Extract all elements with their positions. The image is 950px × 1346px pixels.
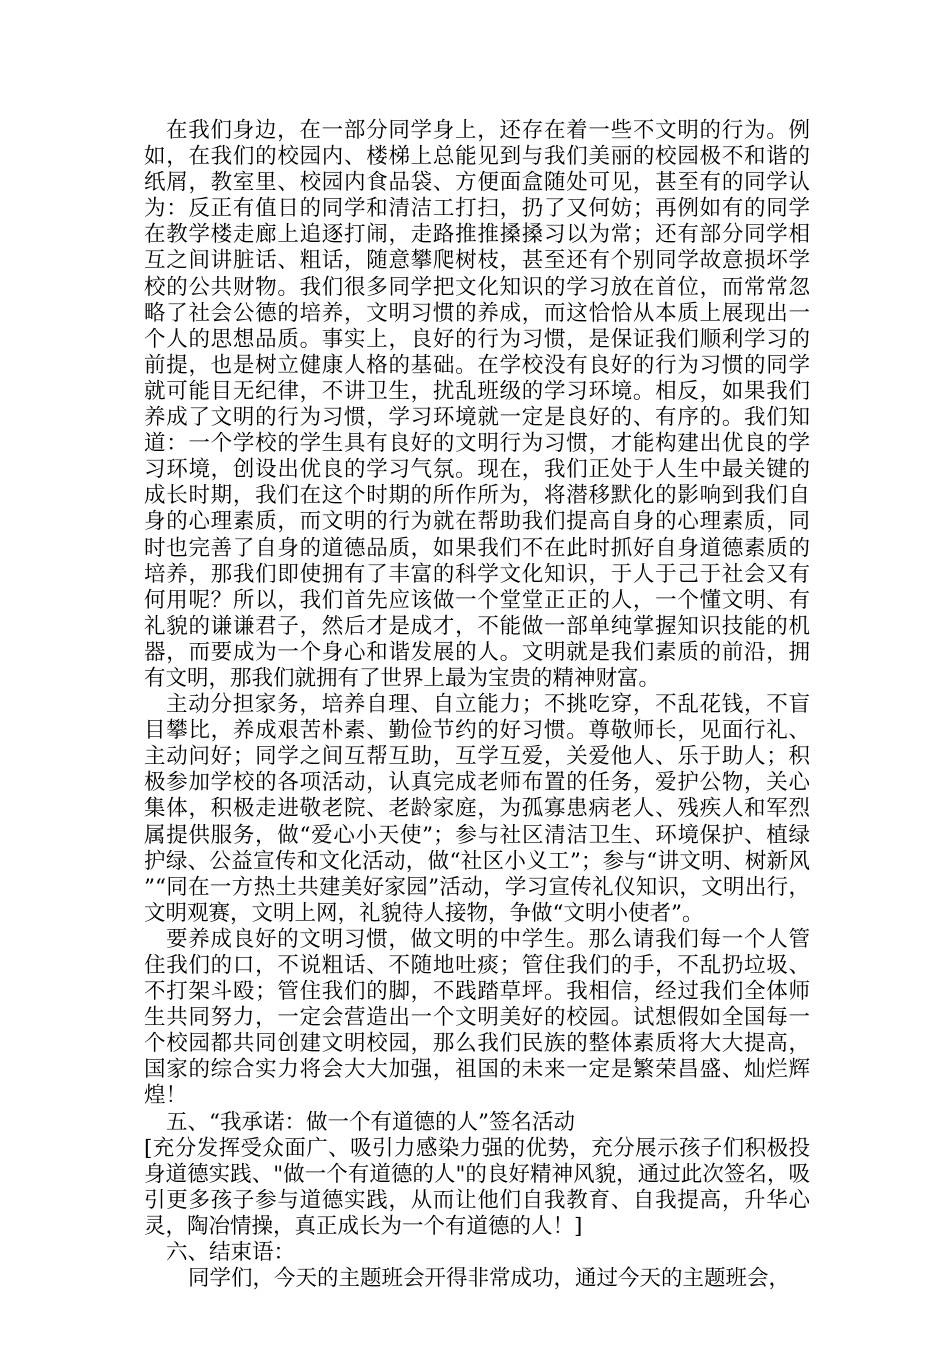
document-page [144, 118, 810, 1292]
section-5-heading: 五、“我承诺：做一个有道德的人”签名活动 [166, 1109, 575, 1135]
closing-paragraph: 同学们，今天的主题班会开得非常成功，通过今天的主题班会， [188, 1266, 791, 1292]
paragraph-good-habits: 要养成良好的文明习惯，做文明的中学生。那么请我们每一个人管住我们的口，不说粗话、不随地吐痰；管住我们的手，不乱扔垃圾、不打架斗殴；管住我们的脚，不践踏草坪。我相信，经过我们全体师生共同努力，一定会营造出一个文明美好的校园。试想假如全国每一个校园都共同创建文明校园，那么我们民族的整体素质将大大提高，国家的综合实力将会大大加强，祖国的未来一定是繁荣昌盛、灿烂辉煌！ [144, 926, 810, 1109]
paragraph-household-duties: 主动分担家务，培养自理、自立能力；不挑吃穿，不乱花钱，不盲目攀比，养成艰苦朴素、勤俭节约的好习惯。尊敬师长，见面行礼、主动问好；同学之间互帮互助，互学互爱，关爱他人、乐于助人；积极参加学校的各项活动，认真完成老师布置的任务，爱护公物，关心集体，积极走进敬老院、老龄家庭，为孤寡患病老人、残疾人和军烈属提供服务，做“爱心小天使”；参与社区清洁卫生、环境保护、植绿护绿、公益宣传和文化活动，做“社区小义工”；参与“讲文明、树新风”“同在一方热土共建美好家园”活动，学习宣传礼仪知识，文明出行，文明观赛，文明上网，礼貌待人接物，争做“文明小使者”。 [144, 692, 810, 926]
section-5-note: [充分发挥受众面广、吸引力感染力强的优势，充分展示孩子们积极投身道德实践、"做一个有道德的人"的良好精神风貌，通过此次签名，吸引更多孩子参与道德实践，从而让他们自我教育、自我提高，升华心灵，陶冶情操，真正成长为一个有道德的人！] [144, 1135, 810, 1239]
section-6-heading: 六、结束语： [166, 1240, 296, 1266]
paragraph-civility-behaviors: 在我们身边，在一部分同学身上，还存在着一些不文明的行为。例如，在我们的校园内、楼梯上总能见到与我们美丽的校园极不和谐的纸屑，教室里、校园内食品袋、方便面盒随处可见，甚至有的同学认为：反正有值日的同学和清洁工打扫，扔了又何妨；再例如有的同学在教学楼走廊上追逐打闹，走路推推搡搡习以为常；还有部分同学相互之间讲脏话、粗话，随意攀爬树枝，甚至还有个别同学故意损坏学校的公共财物。我们很多同学把文化知识的学习放在首位，而常常忽略了社会公德的培养，文明习惯的养成，而这恰恰从本质上展现出一个人的思想品质。事实上，良好的行为习惯，是保证我们顺利学习的前提，也是树立健康人格的基础。在学校没有良好的行为习惯的同学就可能目无纪律，不讲卫生，扰乱班级的学习环境。相反，如果我们养成了文明的行为习惯，学习环境就一定是良好的、有序的。我们知道：一个学校的学生具有良好的文明行为习惯，才能构建出优良的学习环境，创设出优良的学习气氛。现在，我们正处于人生中最关键的成长时期，我们在这个时期的所作所为，将潜移默化的影响到我们自身的心理素质，而文明的行为就在帮助我们提高自身的心理素质，同时也完善了自身的道德品质，如果我们不在此时抓好自身道德素质的培养，那我们即使拥有了丰富的科学文化知识，于人于己于社会又有何用呢？所以，我们首先应该做一个堂堂正正的人，一个懂文明、有礼貌的谦谦君子，然后才是成才，不能做一部单纯掌握知识技能的机器，而要成为一个身心和谐发展的人。文明就是我们素质的前沿，拥有文明，那我们就拥有了世界上最为宝贵的精神财富。 [144, 118, 810, 691]
